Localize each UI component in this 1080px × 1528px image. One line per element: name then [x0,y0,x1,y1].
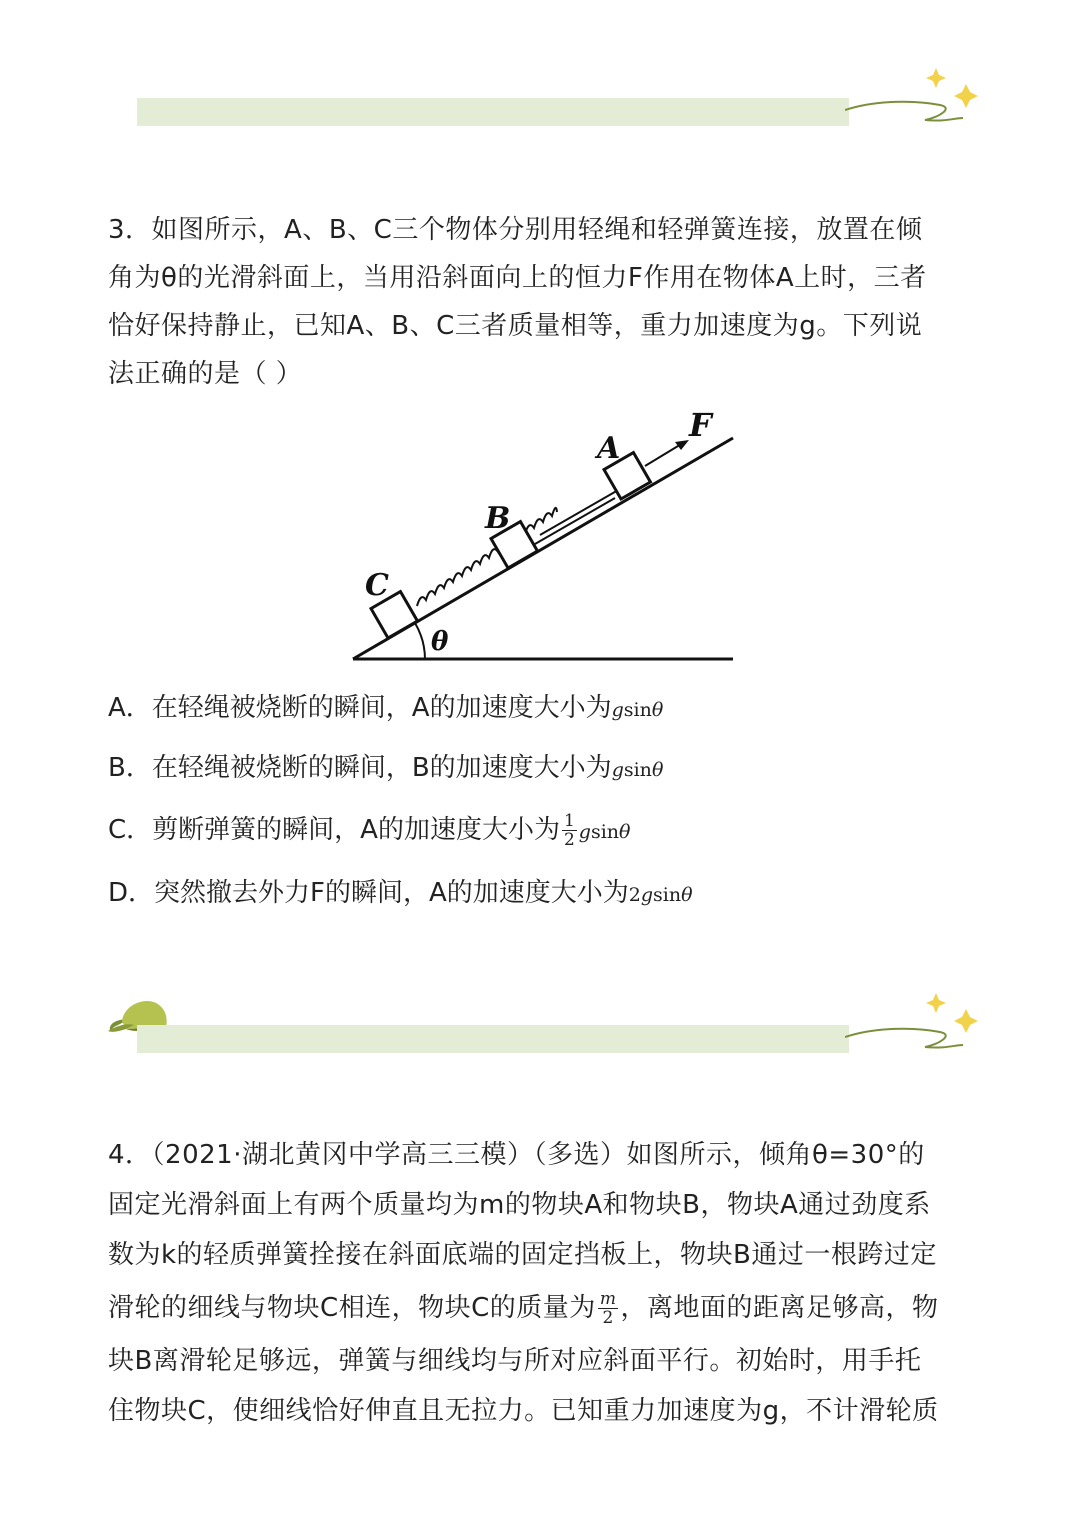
formula-a [612,699,664,721]
q4-line: 固定光滑斜面上有两个质量均为m的物块A和物块B，物块A通过劲度系 [108,1190,931,1220]
rope-edge [535,498,615,544]
theta-label: θ [431,627,449,657]
divider-band [137,98,849,126]
block-c-label: C [365,568,389,603]
q3-line: 角为θ的光滑斜面上，当用沿斜面向上的恒力F作用在物体A上时，三者 [108,263,927,293]
fraction-half [562,812,577,849]
formula-theta: θ [651,759,664,781]
swirl-sparkle-icon [845,985,985,1065]
fraction-denominator: 2 [563,830,575,850]
formula-g: g [578,821,591,843]
option-d-text: D．突然撤去外力F的瞬间，A的加速度大小为 [108,878,629,908]
formula-g: g [611,759,624,781]
formula-c [579,821,631,843]
formula-d [629,884,693,906]
arrowhead-icon [675,440,689,450]
q3-line: 恰好保持静止，已知A、B、C三者质量相等，重力加速度为g。下列说 [108,311,923,341]
fraction-numerator: m [599,1289,617,1309]
question-4-text [108,1130,978,1436]
formula-sin: sin [623,759,652,781]
force-arrow [645,443,683,466]
question-3-text [108,206,978,398]
option-b-text: B．在轻绳被烧断的瞬间，B的加速度大小为 [108,753,612,783]
option-c-text: C．剪断弹簧的瞬间，A的加速度大小为 [108,815,560,845]
formula-theta: θ [651,699,664,721]
q4-line: 块B离滑轮足够远，弹簧与细线均与所对应斜面平行。初始时，用手托 [108,1346,922,1376]
q4-line-4-after: ，离地面的距离足够高，物 [620,1293,939,1323]
option-d [108,873,693,915]
block-a-label: A [597,431,621,466]
force-label: F [689,406,712,444]
top-divider [0,60,1080,140]
fraction-m-half [598,1290,619,1327]
option-a-text: A．在轻绳被烧断的瞬间，A的加速度大小为 [108,693,612,723]
divider-band [137,1025,849,1053]
option-b [108,748,663,790]
formula-theta: θ [619,821,631,843]
formula-sin: sin [590,821,620,843]
q3-line: 3．如图所示，A、B、C三个物体分别用轻绳和轻弹簧连接，放置在倾 [108,215,923,245]
q4-line [108,1280,978,1336]
block-b-label: B [485,501,511,536]
fraction-denominator: 2 [602,1308,614,1328]
swirl-sparkle-icon [845,60,985,140]
q3-line: 法正确的是（ ） [108,359,303,389]
formula-b [612,759,664,781]
fraction-numerator: 1 [563,811,575,831]
q4-line: 住物块C，使细线恰好伸直且无拉力。已知重力加速度为g，不计滑轮质 [108,1396,939,1426]
q4-line-4-before: 滑轮的细线与物块C相连，物块C的质量为 [108,1293,596,1323]
option-c [108,810,630,852]
formula-g: g [611,699,624,721]
formula-coef: 2 [628,884,641,906]
angle-arc [415,623,425,659]
option-a [108,688,663,730]
incline-figure [345,400,745,670]
formula-g: g [640,884,654,906]
middle-divider [0,985,1080,1065]
formula-sin: sin [623,699,652,721]
q4-line: 数为k的轻质弹簧拴接在斜面底端的固定挡板上，物块B通过一根跨过定 [108,1240,937,1270]
formula-sin: sin [653,884,682,906]
q4-line: 4．（2021·湖北黄冈中学高三三模）（多选）如图所示，倾角θ=30°的 [108,1140,925,1170]
formula-theta: θ [681,884,693,906]
